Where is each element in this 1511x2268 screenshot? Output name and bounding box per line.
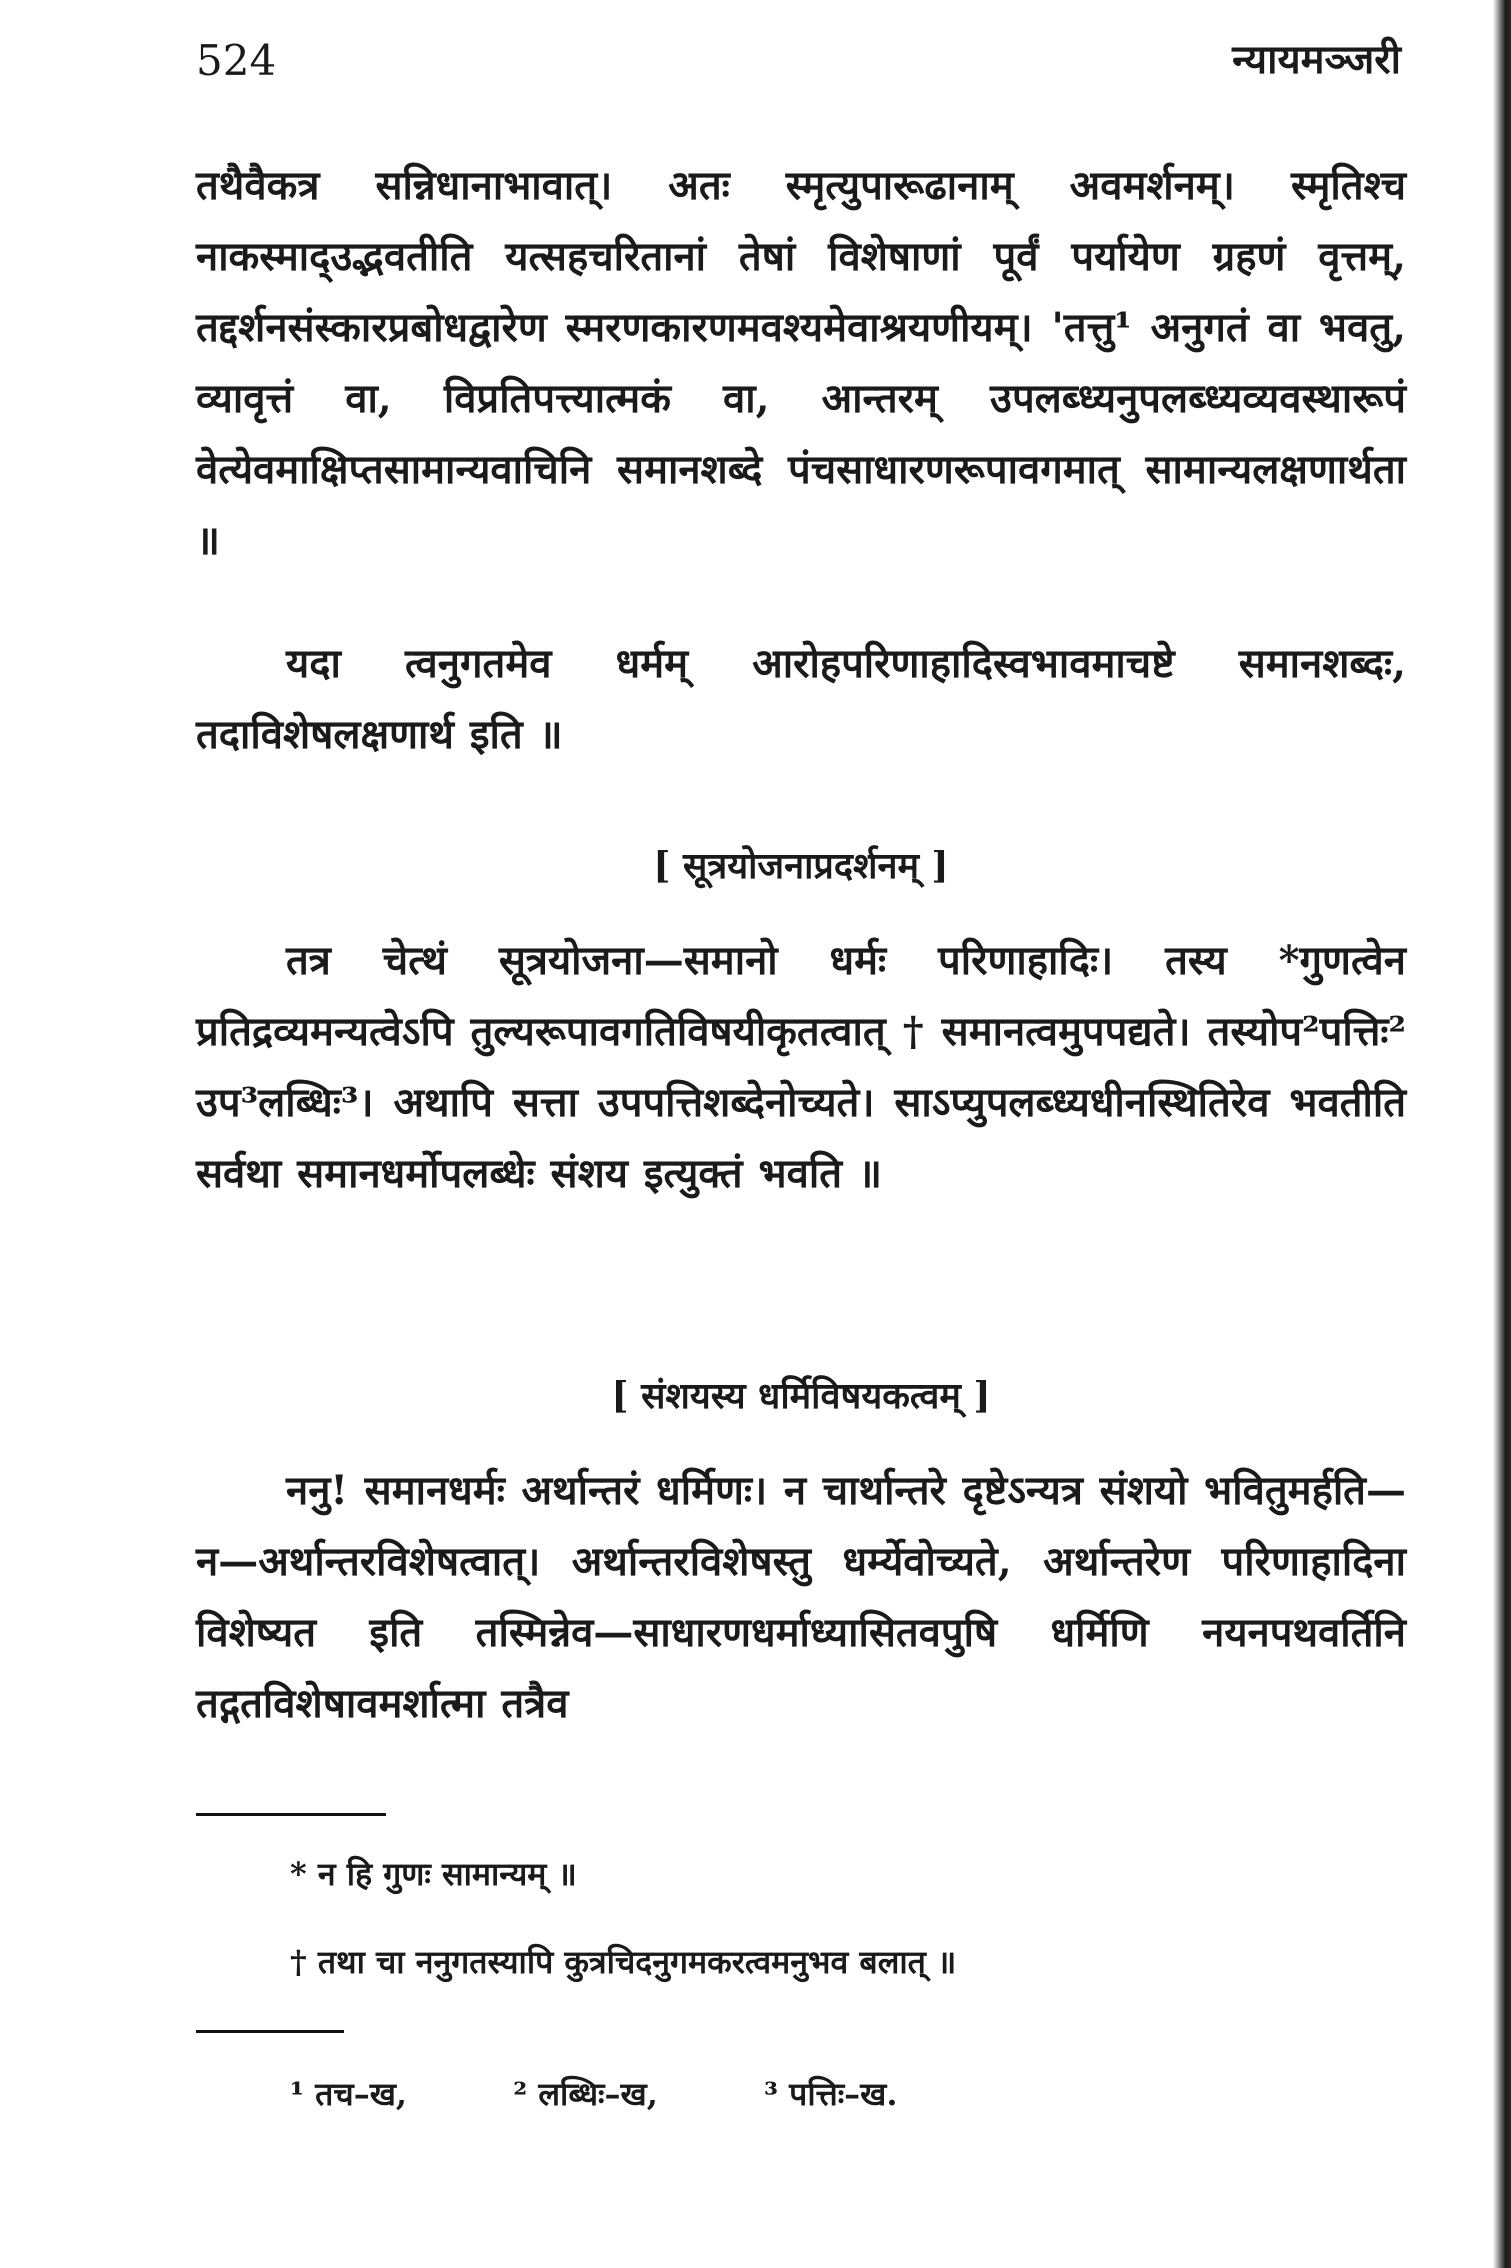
paragraph-1: तथैवैकत्र सन्निधानाभावात्। अतः स्मृत्युपारूढानाम् अवमर्शनम्। स्मृतिश्च नाकस्माद्उद्भवतीति यत्सहचरितानां तेषां विशेषाणां पूर्वं पर्यायेण ग्रहणं वृत्तम्, तद्दर्शनसंस्कारप्रबोधद्वारेण स्मरणकारणमवश्यमेवाश्रयणीयम्। 'तत्तु¹ अनुगतं वा भवतु, व्यावृत्तं वा, विप्रतिपत्त्यात्मकं वा, आन्तरम् उपलब्ध्यनुपलब्ध्यव्यवस्थारूपं वेत्येवमाक्षिप्तसामान्यवाचिनि समानशब्दे पंचसाधारणरूपावगमात् सामान्यलक्षणार्थता ॥	[196, 162, 1406, 564]
footnote-separator-rule	[196, 1813, 386, 1816]
paragraph-3: तत्र चेत्थं सूत्रयोजना—समानो धर्मः परिणाहादिः। तस्य *गुणत्वेन प्रतिद्रव्यमन्यत्वेऽपि तुल्यरूपावगतिविषयीकृतत्वात् † समानत्वमुपपद्यते। तस्योप²पत्तिः² उप³लब्धिः³। अथापि सत्ता उपपत्तिशब्देनोच्यते। साऽप्युपलब्ध्यधीनस्थितिरेव भवतीति सर्वथा समानधर्मोपलब्धेः संशय इत्युक्तं भवति ॥	[196, 937, 1406, 1197]
section-heading-dharmi-vishayakatva: [ संशयस्य धर्मिविषयकत्वम् ]	[611, 1375, 991, 1417]
footnote-dagger: † तथा चा ननुगतस्यापि कुत्रचिदनुगमकरत्वमनुभव बलात् ॥	[290, 1943, 957, 1981]
footnote-star: * न हि गुणः सामान्यम् ॥	[290, 1855, 577, 1893]
paragraph-2: यदा त्वनुगतमेव धर्मम् आरोहपरिणाहादिस्वभावमाचष्टे समानशब्दः, तदाविशेषलक्षणार्थ इति ॥	[196, 640, 1406, 758]
paragraph-4: ननु! समानधर्मः अर्थान्तरं धर्मिणः। न चार्थान्तरे दृष्टेऽन्यत्र संशयो भवितुमर्हति—न—अर्थान्तरविशेषत्वात्। अर्थान्तरविशेषस्तु धर्म्येवोच्यते, अर्थान्तरेण परिणाहादिना विशेष्यत इति तस्मिन्नेव—साधारणधर्माध्यासितवपुषि धर्मिणि नयनपथवर्तिनि तद्गतविशेषावमर्शात्मा तत्रैव	[196, 1467, 1406, 1727]
variant-reading-1: ¹ तच–ख,	[290, 2075, 408, 2113]
variant-reading-3: ³ पत्तिः–ख.	[763, 2075, 898, 2113]
variant-reading-2: ² लब्धिः–ख,	[513, 2075, 658, 2113]
page-binding-edge	[1493, 0, 1511, 2268]
page-number: 524	[196, 36, 277, 85]
variant-separator-rule	[196, 2030, 344, 2033]
running-title: न्यायमञ्जरी	[1232, 36, 1401, 83]
variant-readings	[290, 2075, 898, 2113]
section-heading-sutra-yojana: [ सूत्रयोजनाप्रदर्शनम् ]	[653, 845, 949, 887]
